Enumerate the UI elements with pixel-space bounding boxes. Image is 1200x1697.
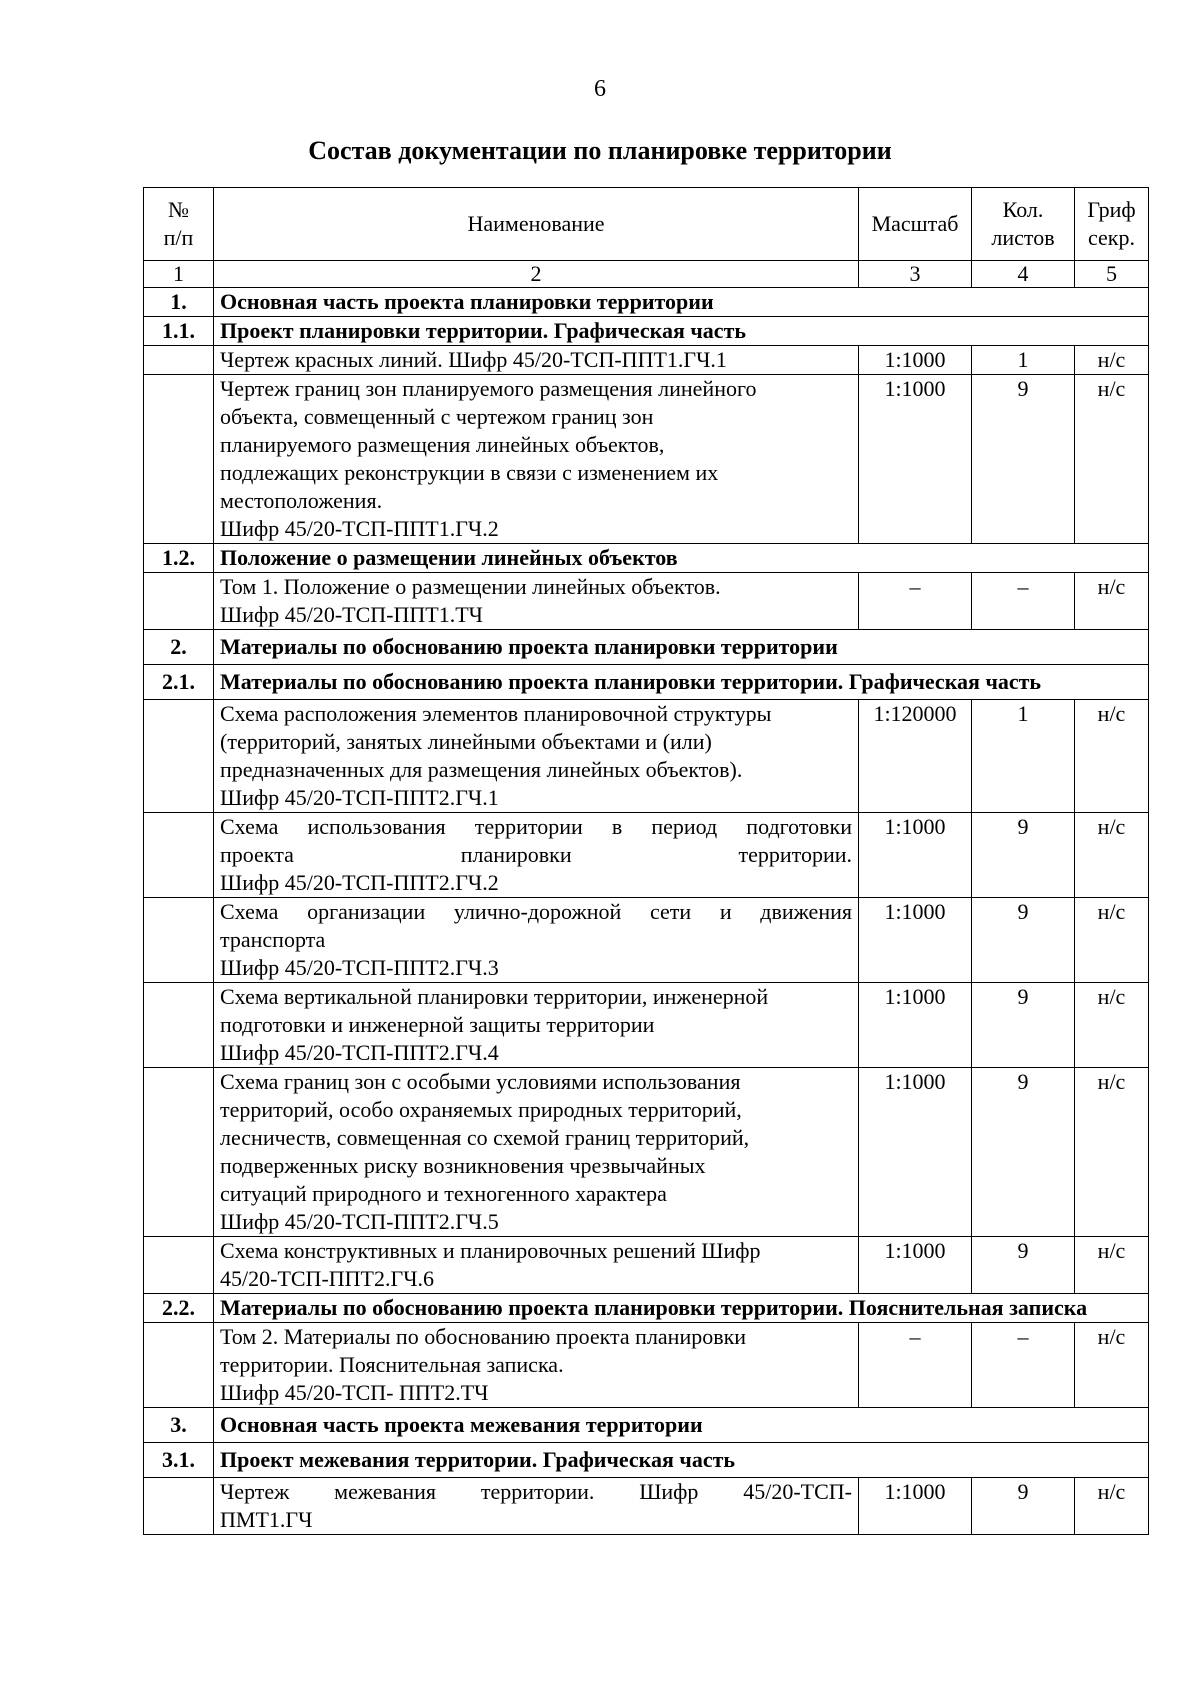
document-number-cell	[144, 898, 214, 983]
section-title: Проект межевания территории. Графическая часть	[214, 1443, 1149, 1478]
document-name-line: лесничеств, совмещенная со схемой границ территорий,	[220, 1125, 750, 1150]
document-name	[214, 375, 859, 544]
document-name-line: Чертеж границ зон планируемого размещения линейного	[220, 376, 757, 401]
document-name-line: Шифр 45/20-ТСП-ППТ1.ТЧ	[220, 602, 483, 627]
document-name	[214, 1237, 859, 1294]
document-name-line: Схема вертикальной планировки территории, инженерной	[220, 984, 769, 1009]
document-row	[144, 346, 1149, 375]
document-name	[214, 700, 859, 813]
document-sheets: –	[972, 573, 1075, 630]
header-secrecy-line-2: секр.	[1088, 225, 1135, 250]
document-scale: 1:1000	[859, 375, 972, 544]
section-number: 2.1.	[144, 665, 214, 700]
section-row	[144, 544, 1149, 573]
document-name-line: территории. Пояснительная записка.	[220, 1352, 564, 1377]
document-sheets: –	[972, 1323, 1075, 1408]
document-name	[214, 1323, 859, 1408]
document-row	[144, 1068, 1149, 1237]
document-sheets: 9	[972, 813, 1075, 898]
document-row	[144, 1237, 1149, 1294]
document-name-line: местоположения.	[220, 488, 383, 513]
document-secrecy: н/с	[1075, 573, 1149, 630]
document-sheets: 9	[972, 898, 1075, 983]
document-secrecy: н/с	[1075, 346, 1149, 375]
column-number: 4	[972, 261, 1075, 288]
document-name-line: подготовки и инженерной защиты территории	[220, 1012, 655, 1037]
document-number-cell	[144, 1478, 214, 1535]
document-number-cell	[144, 1068, 214, 1237]
section-title: Материалы по обоснованию проекта планировки территории	[214, 630, 1149, 665]
document-row	[144, 375, 1149, 544]
header-sheets	[972, 188, 1075, 261]
document-secrecy: н/с	[1075, 375, 1149, 544]
section-row	[144, 665, 1149, 700]
document-row	[144, 813, 1149, 898]
document-number-cell	[144, 1323, 214, 1408]
document-name-line: проекта планировки территории.	[220, 842, 852, 867]
document-secrecy: н/с	[1075, 1478, 1149, 1535]
document-name-line: Схема организации улично-дорожной сети и движения	[220, 899, 852, 924]
section-number: 3.1.	[144, 1443, 214, 1478]
section-title: Проект планировки территории. Графическая часть	[214, 317, 1149, 346]
document-name-line: подлежащих реконструкции в связи с изменением их	[220, 460, 719, 485]
section-number: 2.	[144, 630, 214, 665]
column-number: 3	[859, 261, 972, 288]
document-scale: 1:1000	[859, 983, 972, 1068]
document-secrecy: н/с	[1075, 898, 1149, 983]
page-number: 6	[594, 76, 606, 102]
document-name-line: Том 2. Материалы по обоснованию проекта планировки	[220, 1324, 747, 1349]
document-row	[144, 1478, 1149, 1535]
document-name-line: Шифр 45/20-ТСП- ППТ2.ТЧ	[220, 1380, 489, 1405]
document-name-line: Шифр 45/20-ТСП-ППТ1.ГЧ.2	[220, 516, 499, 541]
header-row	[144, 188, 1149, 261]
document-name-line: предназначенных для размещения линейных объектов).	[220, 757, 743, 782]
document-number-cell	[144, 573, 214, 630]
document-row	[144, 983, 1149, 1068]
document-name-line: Шифр 45/20-ТСП-ППТ2.ГЧ.5	[220, 1209, 499, 1234]
document-name-line: Чертеж межевания территории. Шифр 45/20-ТСП-	[220, 1479, 852, 1504]
document-name-line: подверженных риску возникновения чрезвычайных	[220, 1153, 706, 1178]
document-number-cell	[144, 1237, 214, 1294]
document-number-cell	[144, 346, 214, 375]
document-sheets: 9	[972, 983, 1075, 1068]
document-name-line: Схема конструктивных и планировочных решений Шифр	[220, 1238, 761, 1263]
document-scale: 1:1000	[859, 1237, 972, 1294]
header-sheets-line-1: Кол.	[1002, 197, 1044, 222]
header-scale: Масштаб	[859, 188, 972, 261]
document-sheets: 9	[972, 1068, 1075, 1237]
section-row	[144, 317, 1149, 346]
column-number-row	[144, 261, 1149, 288]
document-scale: 1:1000	[859, 1068, 972, 1237]
document-name-line: 45/20-ТСП-ППТ2.ГЧ.6	[220, 1266, 434, 1291]
document-name-line: ситуаций природного и техногенного характера	[220, 1181, 667, 1206]
document-name-line: Схема использования территории в период подготовки	[220, 814, 852, 839]
section-title: Основная часть проекта межевания территории	[214, 1408, 1149, 1443]
section-number: 1.	[144, 288, 214, 317]
document-name-line: Шифр 45/20-ТСП-ППТ2.ГЧ.3	[220, 955, 499, 980]
document-name	[214, 573, 859, 630]
header-sheets-line-2: листов	[991, 225, 1055, 250]
document-secrecy: н/с	[1075, 1068, 1149, 1237]
header-num-line-1: №	[168, 197, 189, 222]
document-row	[144, 898, 1149, 983]
document-number-cell	[144, 375, 214, 544]
section-number: 1.2.	[144, 544, 214, 573]
document-name-line: планируемого размещения линейных объектов,	[220, 432, 665, 457]
document-name	[214, 898, 859, 983]
document-title: Состав документации по планировке территории	[308, 136, 892, 165]
section-row	[144, 630, 1149, 665]
section-number: 2.2.	[144, 1294, 214, 1323]
document-sheets: 9	[972, 375, 1075, 544]
document-scale: –	[859, 1323, 972, 1408]
document-name-line: Шифр 45/20-ТСП-ППТ2.ГЧ.1	[220, 785, 499, 810]
document-sheets: 1	[972, 346, 1075, 375]
document-name-line: Шифр 45/20-ТСП-ППТ2.ГЧ.4	[220, 1040, 499, 1065]
document-row	[144, 700, 1149, 813]
document-name-line: Схема границ зон с особыми условиями использования	[220, 1069, 741, 1094]
document-number-cell	[144, 983, 214, 1068]
document-name-line: объекта, совмещенный с чертежом границ зон	[220, 404, 654, 429]
document-name-line: территорий, особо охраняемых природных территорий,	[220, 1097, 742, 1122]
document-sheets: 9	[972, 1478, 1075, 1535]
header-num-line-2: п/п	[163, 225, 194, 250]
document-scale: 1:1000	[859, 813, 972, 898]
document-scale: –	[859, 573, 972, 630]
document-name-line: ПМТ1.ГЧ	[220, 1507, 313, 1532]
column-number: 1	[144, 261, 214, 288]
header-name: Наименование	[214, 188, 859, 261]
document-name	[214, 813, 859, 898]
document-name-line: Чертеж красных линий. Шифр 45/20-ТСП-ППТ1.ГЧ.1	[220, 347, 727, 372]
document-scale: 1:1000	[859, 346, 972, 375]
document-secrecy: н/с	[1075, 1237, 1149, 1294]
document-scale: 1:120000	[859, 700, 972, 813]
document-secrecy: н/с	[1075, 1323, 1149, 1408]
column-number: 5	[1075, 261, 1149, 288]
header-secrecy	[1075, 188, 1149, 261]
document-name-line: Том 1. Положение о размещении линейных объектов.	[220, 574, 721, 599]
header-num	[144, 188, 214, 261]
section-row	[144, 288, 1149, 317]
section-title: Положение о размещении линейных объектов	[214, 544, 1149, 573]
section-number: 3.	[144, 1408, 214, 1443]
document-secrecy: н/с	[1075, 983, 1149, 1068]
document-row	[144, 1323, 1149, 1408]
section-title: Материалы по обоснованию проекта планировки территории. Графическая часть	[214, 665, 1149, 700]
section-number: 1.1.	[144, 317, 214, 346]
document-secrecy: н/с	[1075, 813, 1149, 898]
document-scale: 1:1000	[859, 898, 972, 983]
document-name	[214, 1068, 859, 1237]
document-name	[214, 346, 859, 375]
document-secrecy: н/с	[1075, 700, 1149, 813]
header-secrecy-line-1: Гриф	[1087, 197, 1136, 222]
document-row	[144, 573, 1149, 630]
document-name-line: Схема расположения элементов планировочной структуры	[220, 701, 772, 726]
document-name-line: Шифр 45/20-ТСП-ППТ2.ГЧ.2	[220, 870, 499, 895]
column-number: 2	[214, 261, 859, 288]
document-name	[214, 983, 859, 1068]
document-name-line: транспорта	[220, 927, 326, 952]
documentation-table	[143, 187, 1149, 1535]
document-sheets: 1	[972, 700, 1075, 813]
section-title: Основная часть проекта планировки территории	[214, 288, 1149, 317]
section-title: Материалы по обоснованию проекта планировки территории. Пояснительная записка	[214, 1294, 1149, 1323]
section-row	[144, 1408, 1149, 1443]
document-name-line: (территорий, занятых линейными объектами и (или)	[220, 729, 712, 754]
document-sheets: 9	[972, 1237, 1075, 1294]
document-name	[214, 1478, 859, 1535]
document-number-cell	[144, 813, 214, 898]
section-row	[144, 1294, 1149, 1323]
document-scale: 1:1000	[859, 1478, 972, 1535]
document-number-cell	[144, 700, 214, 813]
section-row	[144, 1443, 1149, 1478]
